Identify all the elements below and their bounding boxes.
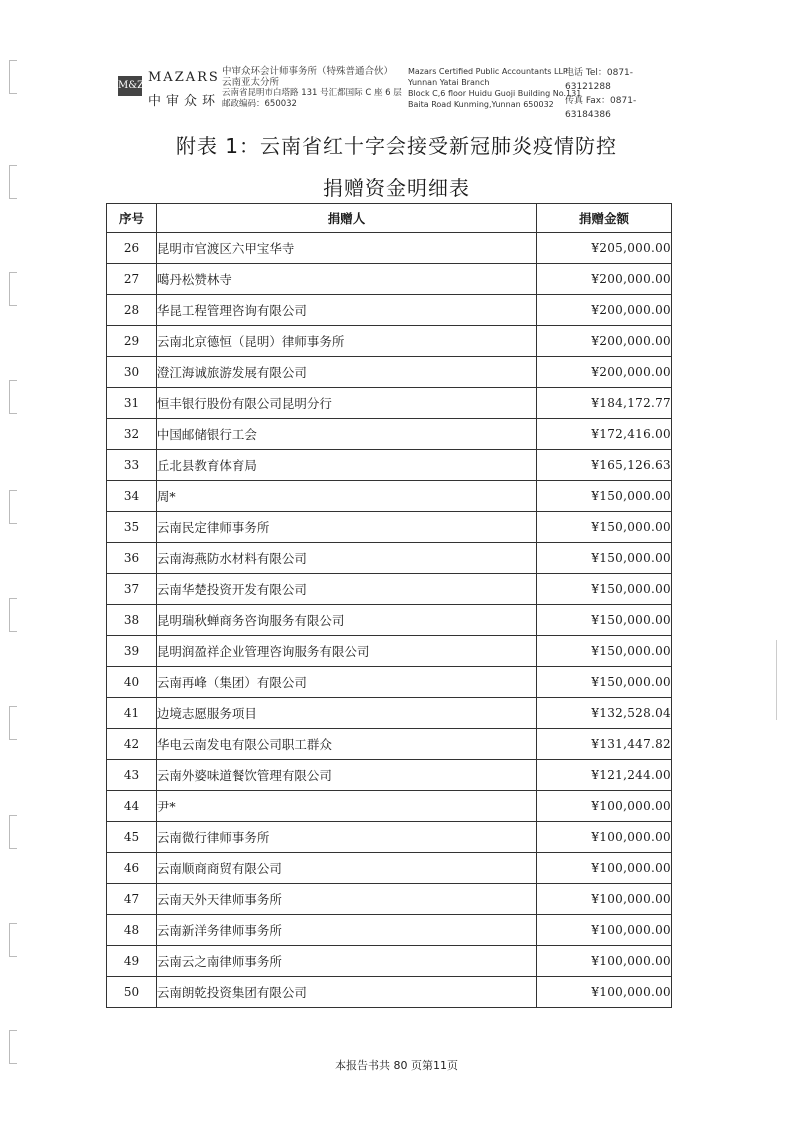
letterhead-english-address: Mazars Certified Public Accountants LLP Yunnan Yatai Branch Block C,6 floor Huidu Guoji Building No.131 Baita Road Kunming,Yunnan 650032 xyxy=(408,67,582,109)
amount-cell: ¥100,000.00 xyxy=(537,884,672,915)
table-row xyxy=(107,326,672,357)
table-row xyxy=(107,946,672,977)
serial-number-cell: 40 xyxy=(107,667,157,698)
table-row xyxy=(107,357,672,388)
donor-name-cell: 云南民定律师事务所 xyxy=(156,512,536,543)
table-header-row xyxy=(107,204,672,233)
amount-cell: ¥200,000.00 xyxy=(537,295,672,326)
table-body xyxy=(107,233,672,1008)
amount-cell: ¥121,244.00 xyxy=(537,760,672,791)
document-title: 附表 1：云南省红十字会接受新冠肺炎疫情防控 xyxy=(175,134,618,158)
binding-mark xyxy=(9,60,17,94)
table-row xyxy=(107,791,672,822)
amount-cell: ¥132,528.04 xyxy=(537,698,672,729)
serial-number-cell: 50 xyxy=(107,977,157,1008)
serial-number-cell: 48 xyxy=(107,915,157,946)
amount-cell: ¥200,000.00 xyxy=(537,357,672,388)
table-row xyxy=(107,605,672,636)
donor-name-cell: 丘北县教育体育局 xyxy=(156,450,536,481)
table-row xyxy=(107,419,672,450)
serial-number-cell: 47 xyxy=(107,884,157,915)
serial-number-cell: 38 xyxy=(107,605,157,636)
donor-name-cell: 云南天外天律师事务所 xyxy=(156,884,536,915)
donation-table xyxy=(106,203,672,1008)
table-row xyxy=(107,233,672,264)
amount-cell: ¥100,000.00 xyxy=(537,977,672,1008)
serial-number-cell: 34 xyxy=(107,481,157,512)
donor-name-cell: 尹* xyxy=(156,791,536,822)
amount-cell: ¥165,126.63 xyxy=(537,450,672,481)
donor-name-cell: 云南顺商商贸有限公司 xyxy=(156,853,536,884)
serial-number-cell: 44 xyxy=(107,791,157,822)
amount-cell: ¥150,000.00 xyxy=(537,574,672,605)
serial-number-cell: 49 xyxy=(107,946,157,977)
donor-name-cell: 周* xyxy=(156,481,536,512)
donor-name-cell: 云南微行律师事务所 xyxy=(156,822,536,853)
amount-cell: ¥100,000.00 xyxy=(537,791,672,822)
amount-cell: ¥150,000.00 xyxy=(537,605,672,636)
table-row xyxy=(107,295,672,326)
document-subtitle: 捐赠资金明细表 xyxy=(323,176,470,200)
amount-cell: ¥200,000.00 xyxy=(537,264,672,295)
amount-cell: ¥100,000.00 xyxy=(537,915,672,946)
table-row xyxy=(107,884,672,915)
letterhead xyxy=(118,62,678,120)
amount-cell: ¥131,447.82 xyxy=(537,729,672,760)
table-row xyxy=(107,853,672,884)
table-row xyxy=(107,574,672,605)
letterhead-contact xyxy=(565,66,678,122)
amount-cell: ¥200,000.00 xyxy=(537,326,672,357)
serial-number-cell: 32 xyxy=(107,419,157,450)
table-row xyxy=(107,481,672,512)
table-row xyxy=(107,760,672,791)
donor-name-cell: 噶丹松赞林寺 xyxy=(156,264,536,295)
serial-number-cell: 28 xyxy=(107,295,157,326)
table-row xyxy=(107,698,672,729)
donor-name-cell: 云南北京德恒（昆明）律师事务所 xyxy=(156,326,536,357)
binding-mark xyxy=(9,490,17,524)
amount-cell: ¥150,000.00 xyxy=(537,512,672,543)
table-row xyxy=(107,388,672,419)
letterhead-chinese-address: 中审众环会计师事务所（特殊普通合伙） 云南亚太分所 云南省昆明市白塔路 131 号汇都国际 C 座 6 层 邮政编码：650032 xyxy=(222,66,402,109)
amount-cell: ¥150,000.00 xyxy=(537,543,672,574)
donor-name-cell: 云南华楚投资开发有限公司 xyxy=(156,574,536,605)
donor-name-cell: 云南再峰（集团）有限公司 xyxy=(156,667,536,698)
amount-cell: ¥100,000.00 xyxy=(537,946,672,977)
table-row xyxy=(107,512,672,543)
serial-number-cell: 42 xyxy=(107,729,157,760)
binding-mark xyxy=(9,598,17,632)
mazars-logo-mark: M&Z xyxy=(118,76,142,96)
amount-cell: ¥172,416.00 xyxy=(537,419,672,450)
donor-name-cell: 云南朗乾投资集团有限公司 xyxy=(156,977,536,1008)
serial-number-cell: 33 xyxy=(107,450,157,481)
binding-mark xyxy=(9,706,17,740)
serial-number-cell: 35 xyxy=(107,512,157,543)
header-donor: 捐赠人 xyxy=(156,204,536,233)
amount-cell: ¥150,000.00 xyxy=(537,481,672,512)
table-row xyxy=(107,450,672,481)
serial-number-cell: 37 xyxy=(107,574,157,605)
donor-name-cell: 华昆工程管理咨询有限公司 xyxy=(156,295,536,326)
serial-number-cell: 46 xyxy=(107,853,157,884)
logo-english: MAZARS xyxy=(148,70,220,85)
amount-cell: ¥150,000.00 xyxy=(537,636,672,667)
serial-number-cell: 43 xyxy=(107,760,157,791)
donor-name-cell: 云南云之南律师事务所 xyxy=(156,946,536,977)
serial-number-cell: 27 xyxy=(107,264,157,295)
donor-name-cell: 华电云南发电有限公司职工群众 xyxy=(156,729,536,760)
fax-number: 传真 Fax：0871-63184386 xyxy=(565,96,637,120)
table-row xyxy=(107,667,672,698)
amount-cell: ¥184,172.77 xyxy=(537,388,672,419)
donor-name-cell: 澄江海诚旅游发展有限公司 xyxy=(156,357,536,388)
table-row xyxy=(107,977,672,1008)
serial-number-cell: 31 xyxy=(107,388,157,419)
donor-name-cell: 云南外婆味道餐饮管理有限公司 xyxy=(156,760,536,791)
header-amount: 捐赠金额 xyxy=(537,204,672,233)
serial-number-cell: 39 xyxy=(107,636,157,667)
right-edge-mark xyxy=(776,640,781,720)
donor-name-cell: 昆明润盈祥企业管理咨询服务有限公司 xyxy=(156,636,536,667)
phone-number: 电话 Tel：0871-63121288 xyxy=(565,68,634,92)
serial-number-cell: 26 xyxy=(107,233,157,264)
serial-number-cell: 30 xyxy=(107,357,157,388)
page-footer: 本报告书共 80 页第11页 xyxy=(335,1059,458,1072)
binding-mark xyxy=(9,380,17,414)
table-row xyxy=(107,729,672,760)
serial-number-cell: 45 xyxy=(107,822,157,853)
table-row xyxy=(107,636,672,667)
header-serial-number: 序号 xyxy=(107,204,157,233)
amount-cell: ¥150,000.00 xyxy=(537,667,672,698)
donor-name-cell: 云南新洋务律师事务所 xyxy=(156,915,536,946)
donor-name-cell: 中国邮储银行工会 xyxy=(156,419,536,450)
donor-name-cell: 云南海燕防水材料有限公司 xyxy=(156,543,536,574)
table-row xyxy=(107,822,672,853)
donor-name-cell: 恒丰银行股份有限公司昆明分行 xyxy=(156,388,536,419)
serial-number-cell: 29 xyxy=(107,326,157,357)
serial-number-cell: 41 xyxy=(107,698,157,729)
serial-number-cell: 36 xyxy=(107,543,157,574)
table-row xyxy=(107,915,672,946)
binding-mark xyxy=(9,923,17,957)
donor-name-cell: 昆明瑞秋蝉商务咨询服务有限公司 xyxy=(156,605,536,636)
amount-cell: ¥205,000.00 xyxy=(537,233,672,264)
amount-cell: ¥100,000.00 xyxy=(537,822,672,853)
donor-name-cell: 昆明市官渡区六甲宝华寺 xyxy=(156,233,536,264)
binding-mark xyxy=(9,272,17,306)
table-row xyxy=(107,543,672,574)
table-row xyxy=(107,264,672,295)
binding-mark xyxy=(9,815,17,849)
donor-name-cell: 边境志愿服务项目 xyxy=(156,698,536,729)
logo-chinese: 中审众环 xyxy=(148,94,221,109)
amount-cell: ¥100,000.00 xyxy=(537,853,672,884)
